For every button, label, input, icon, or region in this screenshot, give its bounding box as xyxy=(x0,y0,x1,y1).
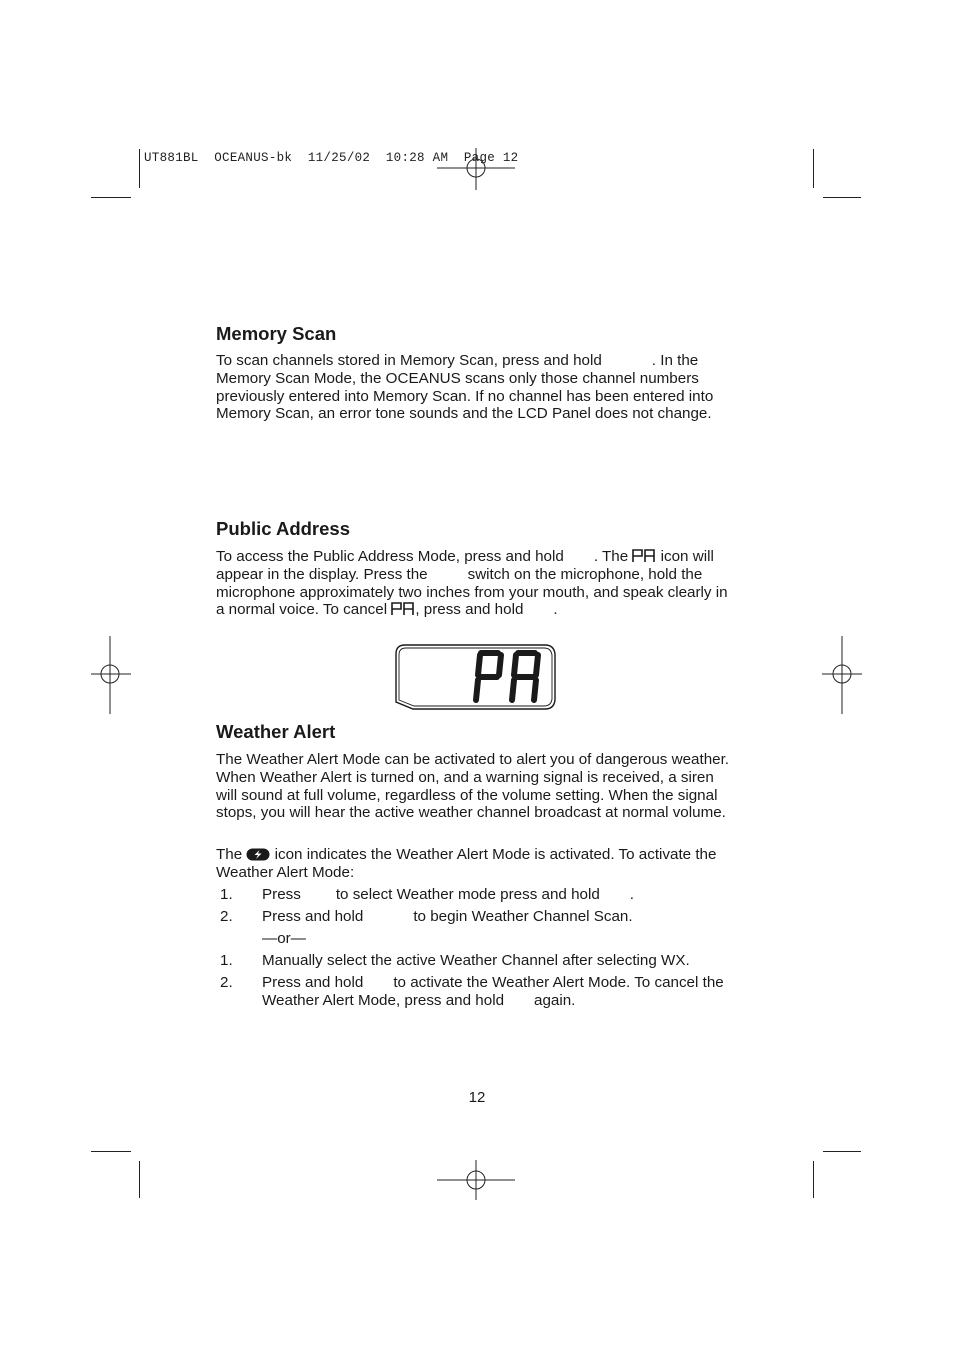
weather-alert-text: icon indicates the Weather Alert Mode is activated. To activate the Weather Alert Mode: xyxy=(216,846,717,881)
memory-scan-text: . In the Memory Scan Mode, the OCEANUS scans only those channel numbers previously entered into Memory Scan. If no channel has been entered into Memory Scan, an error tone sounds and the LCD Panel does not change. xyxy=(216,352,714,423)
crop-mark xyxy=(823,1151,861,1152)
public-address-text: icon will appear in the display. Press the xyxy=(216,548,714,583)
pa-segment-icon xyxy=(632,549,656,563)
pa-segment-icon xyxy=(391,602,415,616)
registration-mark-left xyxy=(91,636,131,714)
printer-slug: UT881BL OCEANUS-bk 11/25/02 10:28 AM Page 12 xyxy=(144,151,519,165)
weather-alert-paragraph: The Weather Alert Mode can be activated to alert you of dangerous weather. When Weather Alert is turned on, and a warning signal is received, a siren will sound at full volume, regardless of the volume setting. When the signal stops, you will hear the active weather channel broadcast at normal volume. xyxy=(216,751,730,822)
lcd-panel-illustration xyxy=(395,644,557,710)
registration-mark-top xyxy=(437,148,517,190)
public-address-heading: Public Address xyxy=(216,518,350,539)
public-address-text: To access the Public Address Mode, press and hold xyxy=(216,548,564,565)
public-address-text: , press and hold xyxy=(415,601,524,619)
page-number: 12 xyxy=(468,1089,486,1106)
crop-mark xyxy=(139,1161,140,1198)
crop-mark xyxy=(91,197,131,198)
memory-scan-paragraph xyxy=(216,352,736,423)
crop-mark xyxy=(139,149,140,188)
weather-alert-heading: Weather Alert xyxy=(216,721,336,742)
weather-alert-icon-paragraph xyxy=(216,846,736,882)
crop-mark xyxy=(813,1161,814,1198)
crop-mark xyxy=(823,197,861,198)
public-address-paragraph xyxy=(216,548,736,619)
memory-scan-heading: Memory Scan xyxy=(216,323,337,344)
memory-scan-text: To scan channels stored in Memory Scan, press and hold xyxy=(216,352,602,369)
crop-mark xyxy=(813,149,814,188)
weather-alert-icon xyxy=(246,848,270,861)
crop-mark xyxy=(91,1151,131,1152)
registration-mark-right xyxy=(822,636,862,714)
registration-mark-bottom xyxy=(437,1160,517,1200)
public-address-text: switch on the microphone, hold the microphone approximately two inches from your mouth, and speak clearly in a normal voice. To cancel xyxy=(216,565,728,619)
weather-alert-text: The xyxy=(216,846,243,863)
public-address-text: . The xyxy=(593,548,629,565)
public-address-text: . xyxy=(553,601,558,619)
